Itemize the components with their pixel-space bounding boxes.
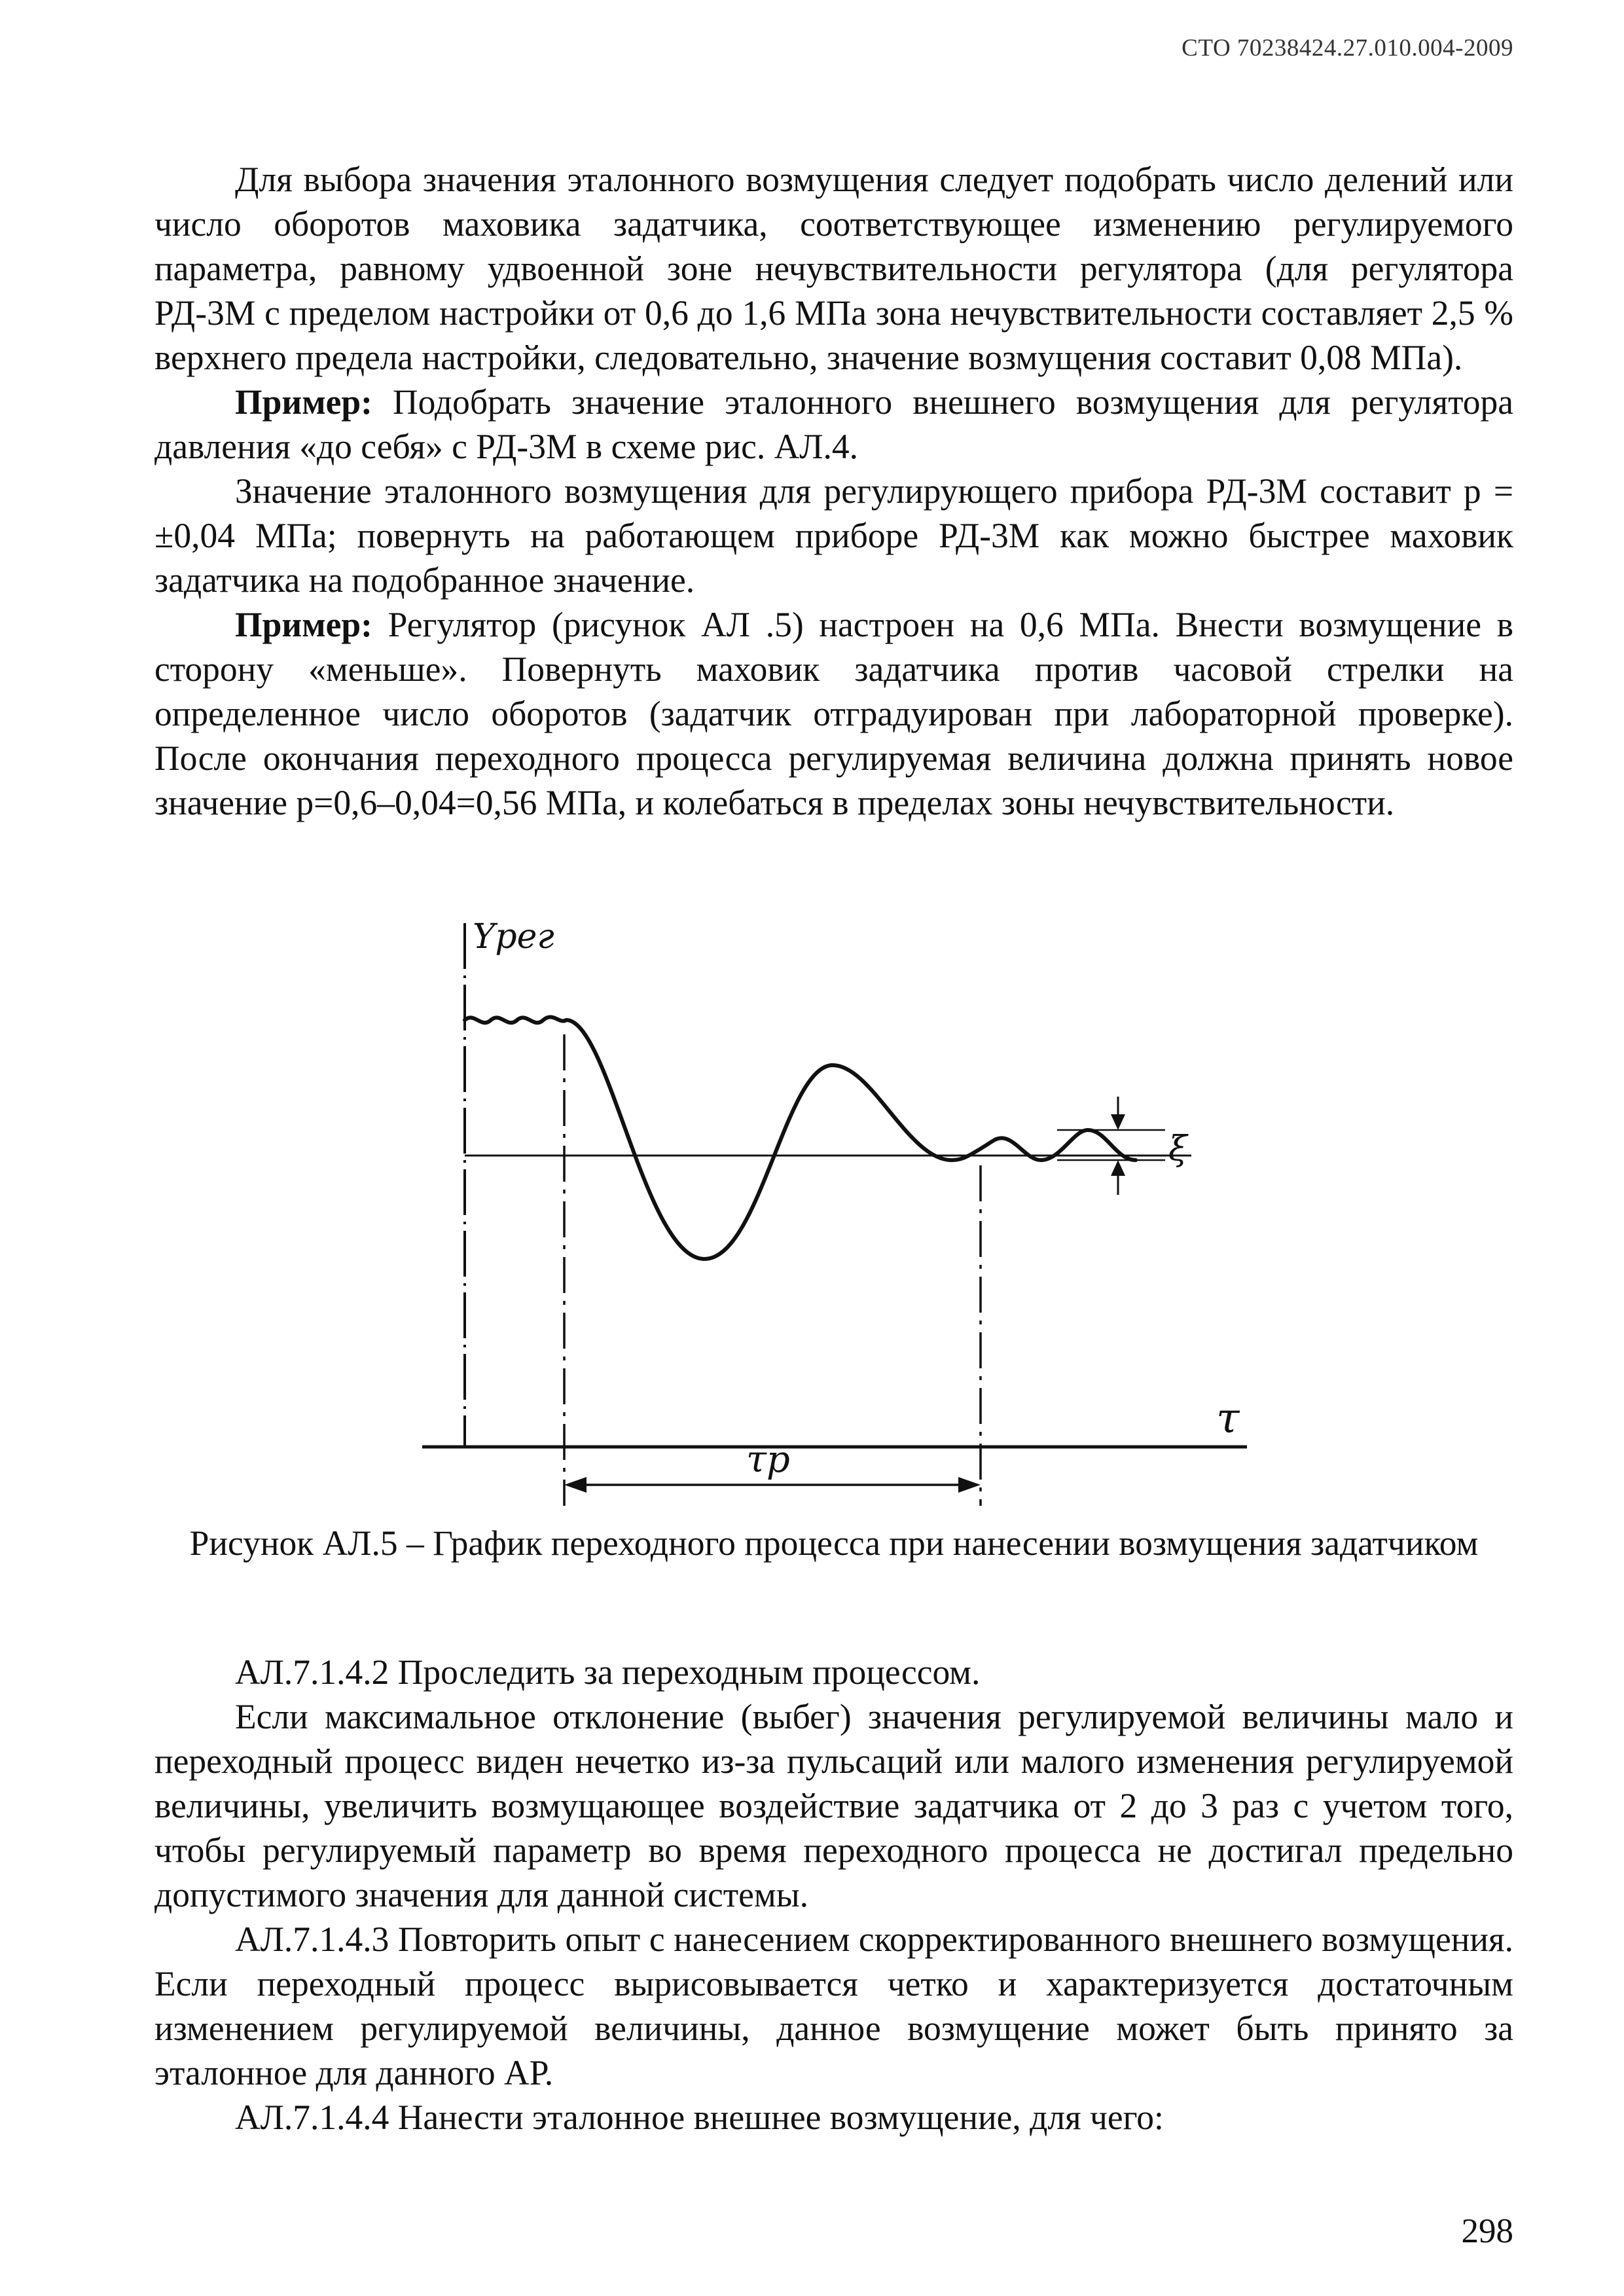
- body-text-top: [154, 157, 1513, 825]
- paragraph: [154, 469, 1513, 602]
- paragraph-text: АЛ.7.1.4.4 Нанести эталонное внешнее возмущение, для чего:: [235, 2098, 1164, 2137]
- paragraph-text: АЛ.7.1.4.2 Проследить за переходным процессом.: [235, 1652, 981, 1692]
- example-label: Пример:: [235, 605, 372, 644]
- paragraph-text: Подобрать значение эталонного внешнего возмущения для регулятора давления «до себя» с РД-3М в схеме рис. АЛ.4.: [154, 382, 1513, 466]
- paragraph: [154, 1694, 1513, 1917]
- paragraph-text: АЛ.7.1.4.3 Повторить опыт с нанесением скорректированного внешнего возмущения. Если переходный процесс вырисовывается четко и характеризуется достаточным изменением регулируемой величины, данное возмущение может быть принято за эталонное для данного АР.: [154, 1920, 1513, 2092]
- paragraph-text: Для выбора значения эталонного возмущения следует подобрать число делений или число оборотов маховика задатчика, соответствующее изменению регулируемого параметра, равному удвоенной зоне нечувствительности регулятора (для регулятора РД-3М с пределом настройки от 0,6 до 1,6 МПа зона нечувствительности составляет 2,5 % верхнего предела настройки, следовательно, значение возмущения составит 0,08 МПа).: [154, 160, 1513, 377]
- transient-process-figure: [393, 903, 1296, 1532]
- paragraph: [154, 157, 1513, 380]
- paragraph-text: Значение эталонного возмущения для регулирующего прибора РД-3М составит p = ±0,04 МПа; повернуть на работающем приборе РД-3М как можно быстрее маховик задатчика на подобранное значение.: [154, 471, 1513, 600]
- paragraph: [154, 1917, 1513, 2095]
- x-axis-label: τ: [1216, 1394, 1240, 1443]
- zone-label: ξ: [1168, 1129, 1187, 1169]
- paragraph: [154, 2095, 1513, 2140]
- example-paragraph: [154, 602, 1513, 825]
- page-number: 298: [1461, 2212, 1513, 2250]
- duration-arrow-left-head: [564, 1477, 586, 1493]
- figure-caption: Рисунок АЛ.5 – График переходного процесса при нанесении возмущения задатчиком: [189, 1523, 1479, 1563]
- zone-arrow-bottom-head: [1111, 1160, 1125, 1176]
- body-text-bottom: [154, 1650, 1513, 2140]
- paragraph-text: Если максимальное отклонение (выбег) значения регулируемой величины мало и переходный процесс виден нечетко из-за пульсаций или малого изменения регулируемой величины, увеличить возмущающее воздействие задатчика от 2 до 3 раз с учетом того, чтобы регулируемый параметр во время переходного процесса не достигал предельно допустимого значения для данной системы.: [154, 1697, 1513, 1914]
- document-code: СТО 70238424.27.010.004-2009: [1182, 35, 1513, 62]
- duration-label: τр: [746, 1438, 790, 1481]
- transient-process-graph: [393, 903, 1296, 1532]
- duration-arrow-right-head: [958, 1477, 981, 1493]
- y-axis-label: Yрег: [473, 917, 554, 957]
- example-paragraph: [154, 380, 1513, 469]
- paragraph-text: Регулятор (рисунок АЛ .5) настроен на 0,6 МПа. Внести возмущение в сторону «меньше». Повернуть маховик задатчика против часовой стрелки на определенное число оборотов (задатчик отградуирован при лабораторной проверке). После окончания переходного процесса регулируемая величина должна принять новое значение p=0,6–0,04=0,56 МПа, и колебаться в пределах зоны нечувствительности.: [154, 605, 1513, 822]
- zone-arrow-top-head: [1111, 1114, 1125, 1130]
- section-heading-paragraph: [154, 1650, 1513, 1694]
- example-label: Пример:: [235, 382, 372, 422]
